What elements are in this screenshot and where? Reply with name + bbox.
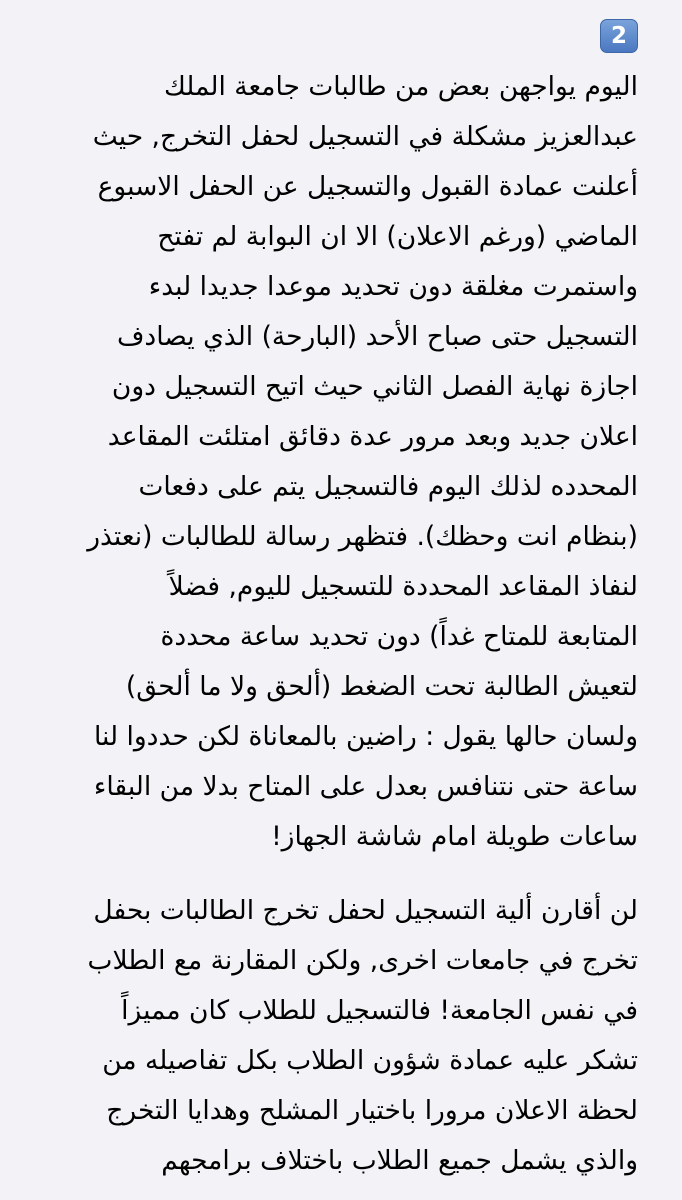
number-badge: 2 [600,19,638,53]
text-line: لحظة الاعلان مرورا باختيار المشلح وهدايا التخرج [106,1095,638,1126]
paragraph-1 [38,62,638,862]
text-line: أعلنت عمادة القبول والتسجيل عن الحفل الاسبوع [97,171,638,202]
text-line: المتابعة للمتاح غداً) دون تحديد ساعة محددة [160,621,638,652]
text-line: والذي يشمل جميع الطلاب باختلاف برامجهم [161,1145,638,1176]
text-line: لنفاذ المقاعد المحددة للتسجيل لليوم, فضلاً [168,571,638,602]
text-line: واستمرت مغلقة دون تحديد موعدا جديدا لبدء [148,271,638,302]
text-line: (بنظام انت وحظك). فتظهر رسالة للطالبات (نعتذر [87,521,638,552]
text-line: تشكر عليه عمادة شؤون الطلاب بكل تفاصيله من [102,1045,638,1076]
text-line: ساعات طويلة امام شاشة الجهاز! [271,821,638,852]
text-line: لتعيش الطالبة تحت الضغط (ألحق ولا ما ألحق) [125,671,638,702]
text-line: في نفس الجامعة! فالتسجيل للطلاب كان مميزاً [121,995,638,1026]
text-line: اعلان جديد وبعد مرور عدة دقائق امتلئت المقاعد [107,421,638,452]
text-line: الماضي (ورغم الاعلان) الا ان البوابة لم تفتح [157,221,638,252]
text-line: اليوم يواجهن بعض من طالبات جامعة الملك [163,71,638,102]
text-line: تخرج في جامعات اخرى, ولكن المقارنة مع الطلاب [87,945,638,976]
paragraph-2 [38,886,638,1186]
text-line: لن أقارن ألية التسجيل لحفل تخرج الطالبات بحفل [93,895,638,926]
text-line: التسجيل حتى صباح الأحد (البارحة) الذي يصادف [116,321,638,352]
text-line: اجازة نهاية الفصل الثاني حيث اتيح التسجيل دون [111,371,638,402]
text-line: عبدالعزيز مشكلة في التسجيل لحفل التخرج, حيث [92,121,638,152]
text-line: ولسان حالها يقول : راضين بالمعاناة لكن حددوا لنا [93,721,638,752]
text-line: ساعة حتى نتنافس بعدل على المتاح بدلا من البقاء [93,771,638,802]
text-line: المحدده لذلك اليوم فالتسجيل يتم على دفعات [138,471,638,502]
